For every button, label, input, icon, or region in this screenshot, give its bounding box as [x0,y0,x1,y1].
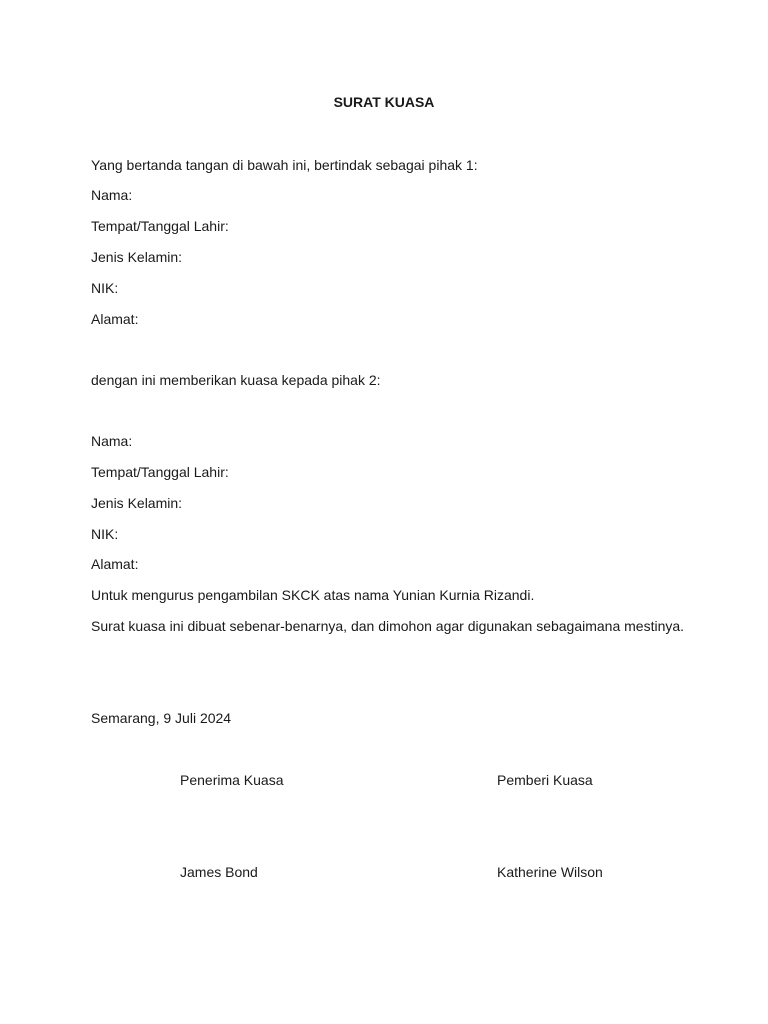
purpose-text: Untuk mengurus pengambilan SKCK atas nama Yunian Kurnia Rizandi. [91,587,535,603]
party2-ttl-label: Tempat/Tanggal Lahir: [91,464,229,480]
left-signature-role: Penerima Kuasa [180,772,284,788]
party2-jenis-kelamin-label: Jenis Kelamin: [91,495,183,511]
party2-nik-label: NIK: [91,526,119,542]
party2-nama-label: Nama: [91,433,133,449]
party1-alamat-label: Alamat: [91,311,139,327]
document-title: SURAT KUASA [333,94,435,110]
party1-nik-label: NIK: [91,280,119,296]
right-signature-name: Katherine Wilson [497,864,603,880]
place-date: Semarang, 9 Juli 2024 [91,710,232,726]
closing-text: Surat kuasa ini dibuat sebenar-benarnya, dan dimohon agar digunakan sebagaimana mestinya. [91,618,685,634]
party1-jenis-kelamin-label: Jenis Kelamin: [91,249,183,265]
left-signature-name: James Bond [180,864,258,880]
intro-text: Yang bertanda tangan di bawah ini, bertindak sebagai pihak 1: [91,157,478,173]
party1-ttl-label: Tempat/Tanggal Lahir: [91,218,229,234]
party2-alamat-label: Alamat: [91,556,139,572]
transfer-text: dengan ini memberikan kuasa kepada pihak 2: [91,372,381,388]
right-signature-role: Pemberi Kuasa [497,772,593,788]
party1-nama-label: Nama: [91,187,133,203]
